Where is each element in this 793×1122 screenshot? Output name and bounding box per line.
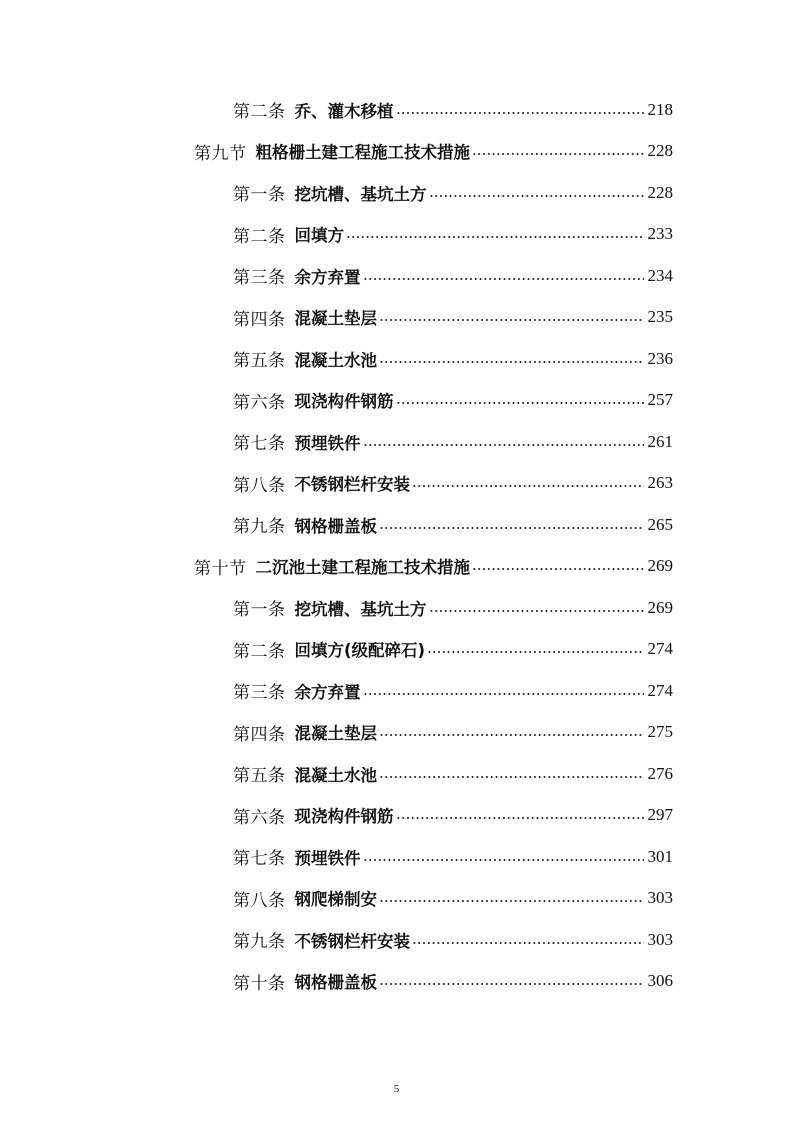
- toc-entry-title: 余方弃置: [294, 267, 361, 287]
- page-number: 5: [393, 1083, 400, 1095]
- dot-leader: [363, 858, 644, 862]
- toc-entry-title: 余方弃置: [294, 682, 361, 702]
- dot-leader: [396, 111, 644, 115]
- toc-entry-title: 挖坑槽、基坑土方: [294, 184, 427, 204]
- toc-article-row[interactable]: [0, 836, 673, 878]
- toc-article-row[interactable]: [0, 89, 673, 131]
- dot-leader: [412, 941, 644, 945]
- toc-entry-title: 回填方: [294, 226, 344, 246]
- toc-entry-number: 第三条: [233, 268, 286, 288]
- toc-article-row[interactable]: [0, 919, 673, 961]
- toc-entry-title: 预埋铁件: [294, 433, 361, 453]
- dot-leader: [379, 318, 644, 322]
- toc-entry-title: 乔、灌木移植: [294, 101, 394, 121]
- toc-entry-title: 不锈钢栏杆安装: [294, 931, 410, 951]
- toc-entry-title: 钢格栅盖板: [294, 973, 377, 993]
- toc-article-row[interactable]: [0, 338, 673, 380]
- toc-article-row[interactable]: [0, 753, 673, 795]
- toc-page-number: 236: [647, 348, 673, 368]
- toc-page-number: 269: [647, 597, 673, 617]
- toc-entry-title: 回填方(级配碎石): [294, 641, 426, 661]
- toc-entry-title: 混凝土垫层: [294, 724, 377, 744]
- toc-entry-number: 第十节: [194, 558, 247, 578]
- dot-leader: [363, 443, 644, 447]
- toc-page-number: 303: [647, 929, 673, 949]
- dot-leader: [427, 650, 643, 654]
- dot-leader: [363, 277, 644, 281]
- toc-article-row[interactable]: [0, 504, 673, 546]
- dot-leader: [363, 692, 644, 696]
- toc-page-number: 228: [647, 141, 673, 161]
- toc-entry-number: 第六条: [233, 392, 286, 412]
- dot-leader: [412, 484, 644, 488]
- toc-article-row[interactable]: [0, 297, 673, 339]
- toc-article-row[interactable]: [0, 878, 673, 920]
- toc-article-row[interactable]: [0, 380, 673, 422]
- toc-article-row[interactable]: [0, 629, 673, 671]
- toc-page-number: 228: [647, 182, 673, 202]
- dot-leader: [379, 899, 644, 903]
- dot-leader: [472, 567, 644, 571]
- toc-entry-title: 混凝土水池: [294, 350, 377, 370]
- dot-leader: [396, 816, 644, 820]
- dot-leader: [346, 235, 644, 239]
- toc-page-number: 274: [647, 639, 673, 659]
- dot-leader: [396, 401, 644, 405]
- toc-entry-number: 第三条: [233, 683, 286, 703]
- toc-entry-number: 第九条: [233, 932, 286, 952]
- toc-entry-title: 粗格栅土建工程施工技术措施: [255, 143, 470, 163]
- toc-article-row[interactable]: [0, 214, 673, 256]
- toc-article-row[interactable]: [0, 172, 673, 214]
- toc-entry-number: 第二条: [233, 102, 286, 122]
- toc-article-row[interactable]: [0, 670, 673, 712]
- toc-entry-number: 第八条: [233, 890, 286, 910]
- toc-entry-title: 混凝土垫层: [294, 309, 377, 329]
- toc-page-number: 275: [647, 722, 673, 742]
- toc-page-number: 218: [647, 99, 673, 119]
- toc-entry-number: 第四条: [233, 309, 286, 329]
- toc-entry-number: 第五条: [233, 351, 286, 371]
- toc-page-number: 263: [647, 473, 673, 493]
- toc-entry-number: 第一条: [233, 185, 286, 205]
- toc-article-row[interactable]: [0, 255, 673, 297]
- toc-entry-number: 第九节: [194, 143, 247, 163]
- toc-entry-number: 第六条: [233, 807, 286, 827]
- dot-leader: [379, 526, 644, 530]
- toc-entry-number: 第二条: [233, 226, 286, 246]
- toc-entry-number: 第五条: [233, 766, 286, 786]
- toc-page-number: 235: [647, 307, 673, 327]
- toc-entry-title: 现浇构件钢筋: [294, 807, 394, 827]
- toc-page-number: 234: [647, 265, 673, 285]
- dot-leader: [379, 733, 644, 737]
- dot-leader: [379, 982, 644, 986]
- toc-entry-number: 第一条: [233, 600, 286, 620]
- toc-entry-title: 预埋铁件: [294, 848, 361, 868]
- toc-page-number: 269: [647, 556, 673, 576]
- toc-entry-number: 第二条: [233, 641, 286, 661]
- toc-entry-number: 第九条: [233, 517, 286, 537]
- toc-page-number: 297: [647, 805, 673, 825]
- toc-page-number: 306: [647, 971, 673, 991]
- toc-page-number: 233: [647, 224, 673, 244]
- toc-page-number: 301: [647, 846, 673, 866]
- toc-article-row[interactable]: [0, 961, 673, 1003]
- toc-entry-number: 第七条: [233, 849, 286, 869]
- toc-page-number: 276: [647, 763, 673, 783]
- dot-leader: [379, 775, 644, 779]
- dot-leader: [429, 609, 644, 613]
- toc-entry-title: 二沉池土建工程施工技术措施: [255, 558, 470, 578]
- toc-entry-number: 第七条: [233, 434, 286, 454]
- toc-article-row[interactable]: [0, 795, 673, 837]
- toc-page-number: 261: [647, 431, 673, 451]
- toc-page-number: 303: [647, 888, 673, 908]
- toc-entry-title: 挖坑槽、基坑土方: [294, 599, 427, 619]
- toc-section-row[interactable]: [0, 131, 673, 173]
- toc-entry-title: 现浇构件钢筋: [294, 392, 394, 412]
- toc-entry-title: 混凝土水池: [294, 765, 377, 785]
- toc-article-row[interactable]: [0, 463, 673, 505]
- toc-entry-title: 不锈钢栏杆安装: [294, 475, 410, 495]
- table-of-contents: [0, 89, 793, 1002]
- toc-page-number: 257: [647, 390, 673, 410]
- toc-section-row[interactable]: [0, 546, 673, 588]
- toc-entry-title: 钢格栅盖板: [294, 516, 377, 536]
- toc-entry-number: 第四条: [233, 724, 286, 744]
- dot-leader: [379, 360, 644, 364]
- toc-page-number: 274: [647, 680, 673, 700]
- toc-article-row[interactable]: [0, 712, 673, 754]
- toc-page-number: 265: [647, 514, 673, 534]
- toc-article-row[interactable]: [0, 587, 673, 629]
- toc-entry-title: 钢爬梯制安: [294, 890, 377, 910]
- toc-entry-number: 第十条: [233, 973, 286, 993]
- toc-article-row[interactable]: [0, 421, 673, 463]
- dot-leader: [472, 152, 644, 156]
- toc-entry-number: 第八条: [233, 475, 286, 495]
- dot-leader: [429, 194, 644, 198]
